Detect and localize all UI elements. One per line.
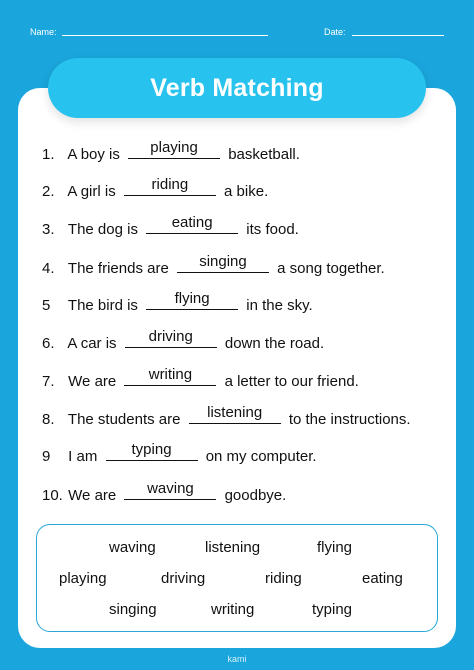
title-banner [48, 58, 426, 118]
question-9: 9 I am typing on my computer. [42, 441, 317, 465]
question-4: 4. The friends are singing a song together. [42, 253, 385, 277]
word-bank-item: flying [317, 539, 353, 556]
question-5: 5 The bird is flying in the sky. [42, 290, 313, 314]
word-bank-item: playing [59, 570, 107, 587]
answer-blank[interactable]: driving [125, 333, 217, 348]
footer-logo: kami [227, 654, 247, 664]
answer-blank[interactable]: writing [124, 371, 216, 386]
answer-blank[interactable]: eating [146, 219, 238, 234]
question-6: 6. A car is driving down the road. [42, 328, 325, 352]
answer-blank[interactable]: listening [189, 409, 281, 424]
word-bank-item: listening [205, 539, 261, 556]
page-title: Verb Matching [150, 73, 324, 102]
answer-blank[interactable]: waving [124, 485, 216, 500]
question-2: 2. A girl is riding a bike. [42, 176, 269, 200]
answer-blank[interactable]: flying [146, 295, 238, 310]
word-bank-item: typing [312, 601, 353, 618]
word-bank-item: singing [109, 601, 157, 618]
answer-blank[interactable]: playing [128, 144, 220, 159]
question-3: 3. The dog is eating its food. [42, 214, 299, 238]
question-1: 1. A boy is playing basketball. [42, 139, 300, 163]
date-line[interactable] [352, 35, 444, 36]
word-bank-item: eating [362, 570, 403, 587]
name-line[interactable] [62, 35, 268, 36]
question-7: 7. We are writing a letter to our friend. [42, 366, 359, 390]
answer-blank[interactable]: typing [106, 446, 198, 461]
word-bank-item: writing [211, 601, 255, 618]
question-10: 10. We are waving goodbye. [42, 480, 287, 504]
word-bank-item: riding [265, 570, 302, 587]
question-8: 8. The students are listening to the instructions. [42, 404, 411, 428]
answer-blank[interactable]: singing [177, 258, 269, 273]
word-bank-item: driving [161, 570, 206, 587]
date-label: Date: [324, 27, 346, 37]
answer-blank[interactable]: riding [124, 181, 216, 196]
word-bank-item: waving [109, 539, 156, 556]
name-label: Name: [30, 27, 57, 37]
